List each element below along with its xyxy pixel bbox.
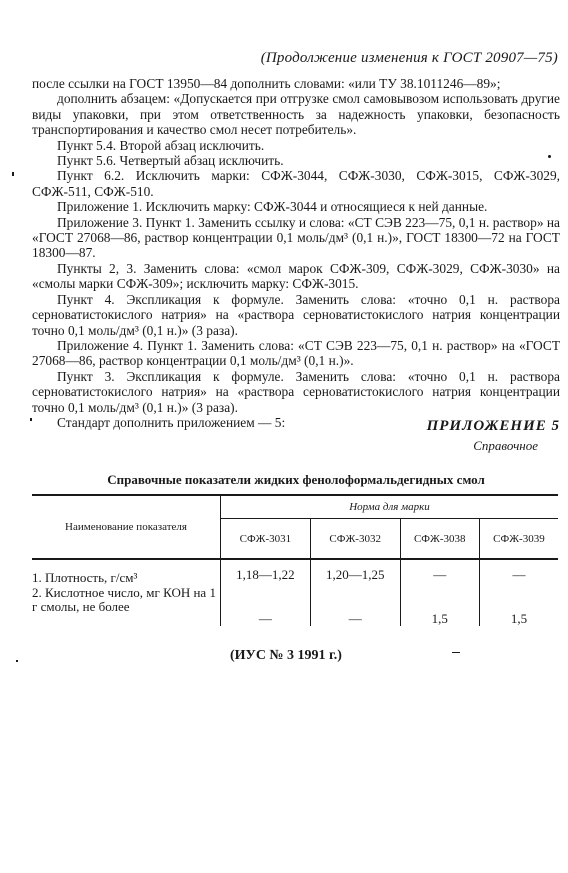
table-title: Справочные показатели жидких фенолоформальдегидных смол bbox=[107, 472, 485, 487]
column-header-mark: СФЖ-3038 bbox=[400, 519, 479, 559]
paragraph: Приложение 3. Пункт 1. Заменить ссылку и слова: «СТ СЭВ 223—75, 0,1 н. раствор» на «ГОСТ 27068—86, раствор концентрации 0,1 моль/дм³ (0,1 н.)», ГОСТ 18300—72 на ГОСТ 18300—87. bbox=[32, 214, 560, 261]
column-header-mark: СФЖ-3031 bbox=[221, 519, 311, 559]
column-header-norm: Норма для марки bbox=[221, 495, 559, 519]
column-header-name: Наименование показателя bbox=[32, 495, 221, 559]
table-cell: 1,18—1,22 bbox=[236, 567, 295, 582]
table-cell: 1,5 bbox=[431, 610, 448, 626]
table-body-names bbox=[32, 559, 221, 626]
paragraph: после ссылки на ГОСТ 13950—84 дополнить словами: «или ТУ 38.1011246—89»; bbox=[32, 76, 501, 91]
table-cell: — bbox=[512, 567, 526, 582]
paragraph: Пункты 2, 3. Заменить слова: «смол марок СФЖ-309, СФЖ-3029, СФЖ-3030» на «смолы марки СФЖ-309»; исключить марку: СФЖ-3015. bbox=[32, 260, 560, 292]
table-cell: — bbox=[258, 610, 272, 626]
paragraph: Пункт 5.4. Второй абзац исключить. bbox=[57, 137, 265, 153]
column-header-mark: СФЖ-3032 bbox=[310, 519, 400, 559]
paragraph: Стандарт дополнить приложением — 5: bbox=[57, 414, 286, 430]
paragraph: дополнить абзацем: «Допускается при отгрузке смол самовывозом использовать другие виды упаковки, при этом ответственность за надежность упаковки, безопасность транспортирования и качество смол несет потребитель». bbox=[32, 91, 560, 138]
value-column bbox=[310, 559, 400, 626]
amendment-text bbox=[32, 76, 560, 430]
scan-speck bbox=[452, 652, 460, 653]
scan-speck bbox=[548, 155, 551, 158]
paragraph: Приложение 4. Пункт 1. Заменить слова: «СТ СЭВ 223—75, 0,1 н. раствор» на «ГОСТ 27068—86, раствор концентрации 0,1 моль/дм³ (0,1 н.)». bbox=[32, 337, 560, 369]
reference-table bbox=[32, 494, 558, 626]
table-cell: — bbox=[433, 567, 447, 582]
appendix-title: ПРИЛОЖЕНИЕ 5 bbox=[426, 418, 560, 434]
table-cell: 1,20—1,25 bbox=[325, 567, 385, 582]
row-name: 2. Кислотное число, мг КОН на 1 г смолы, не более bbox=[32, 584, 216, 615]
value-column bbox=[400, 559, 479, 626]
value-column bbox=[479, 559, 558, 626]
appendix-subtitle: Справочное bbox=[473, 438, 538, 453]
page-header: (Продолжение изменения к ГОСТ 20907—75) bbox=[260, 50, 558, 66]
row-name: 1. Плотность, г/см³ bbox=[32, 570, 138, 586]
paragraph: Пункт 4. Экспликация к формуле. Заменить слова: «точно 0,1 н. раствора серноватистокислого натрия» на «раствора серноватистокислого натрия концентрации точно 0,1 моль/дм³ (0,1 н.)» (3 раза). bbox=[32, 291, 560, 338]
table-row bbox=[32, 559, 558, 626]
value-column bbox=[221, 559, 311, 626]
scan-speck bbox=[12, 172, 14, 176]
table-cell: 1,5 bbox=[510, 610, 528, 626]
paragraph: Пункт 6.2. Исключить марки: СФЖ-3044, СФЖ-3030, СФЖ-3015, СФЖ-3029, СФЖ-511, СФЖ-510. bbox=[32, 168, 560, 199]
paragraph: Пункт 3. Экспликация к формуле. Заменить слова: «точно 0,1 н. раствора серноватистокислого натрия» на «раствора серноватистокислого натрия концентрации точно 0,1 моль/дм³ (0,1 н.)» (3 раза). bbox=[32, 368, 560, 415]
scan-speck bbox=[16, 660, 18, 662]
table-cell: — bbox=[348, 610, 362, 626]
paragraph: Пункт 5.6. Четвертый абзац исключить. bbox=[57, 153, 284, 169]
source-reference: (ИУС № 3 1991 г.) bbox=[230, 648, 342, 663]
column-header-mark: СФЖ-3039 bbox=[479, 519, 558, 559]
paragraph: Приложение 1. Исключить марку: СФЖ-3044 и относящиеся к ней данные. bbox=[57, 199, 488, 215]
scan-speck bbox=[30, 418, 32, 421]
